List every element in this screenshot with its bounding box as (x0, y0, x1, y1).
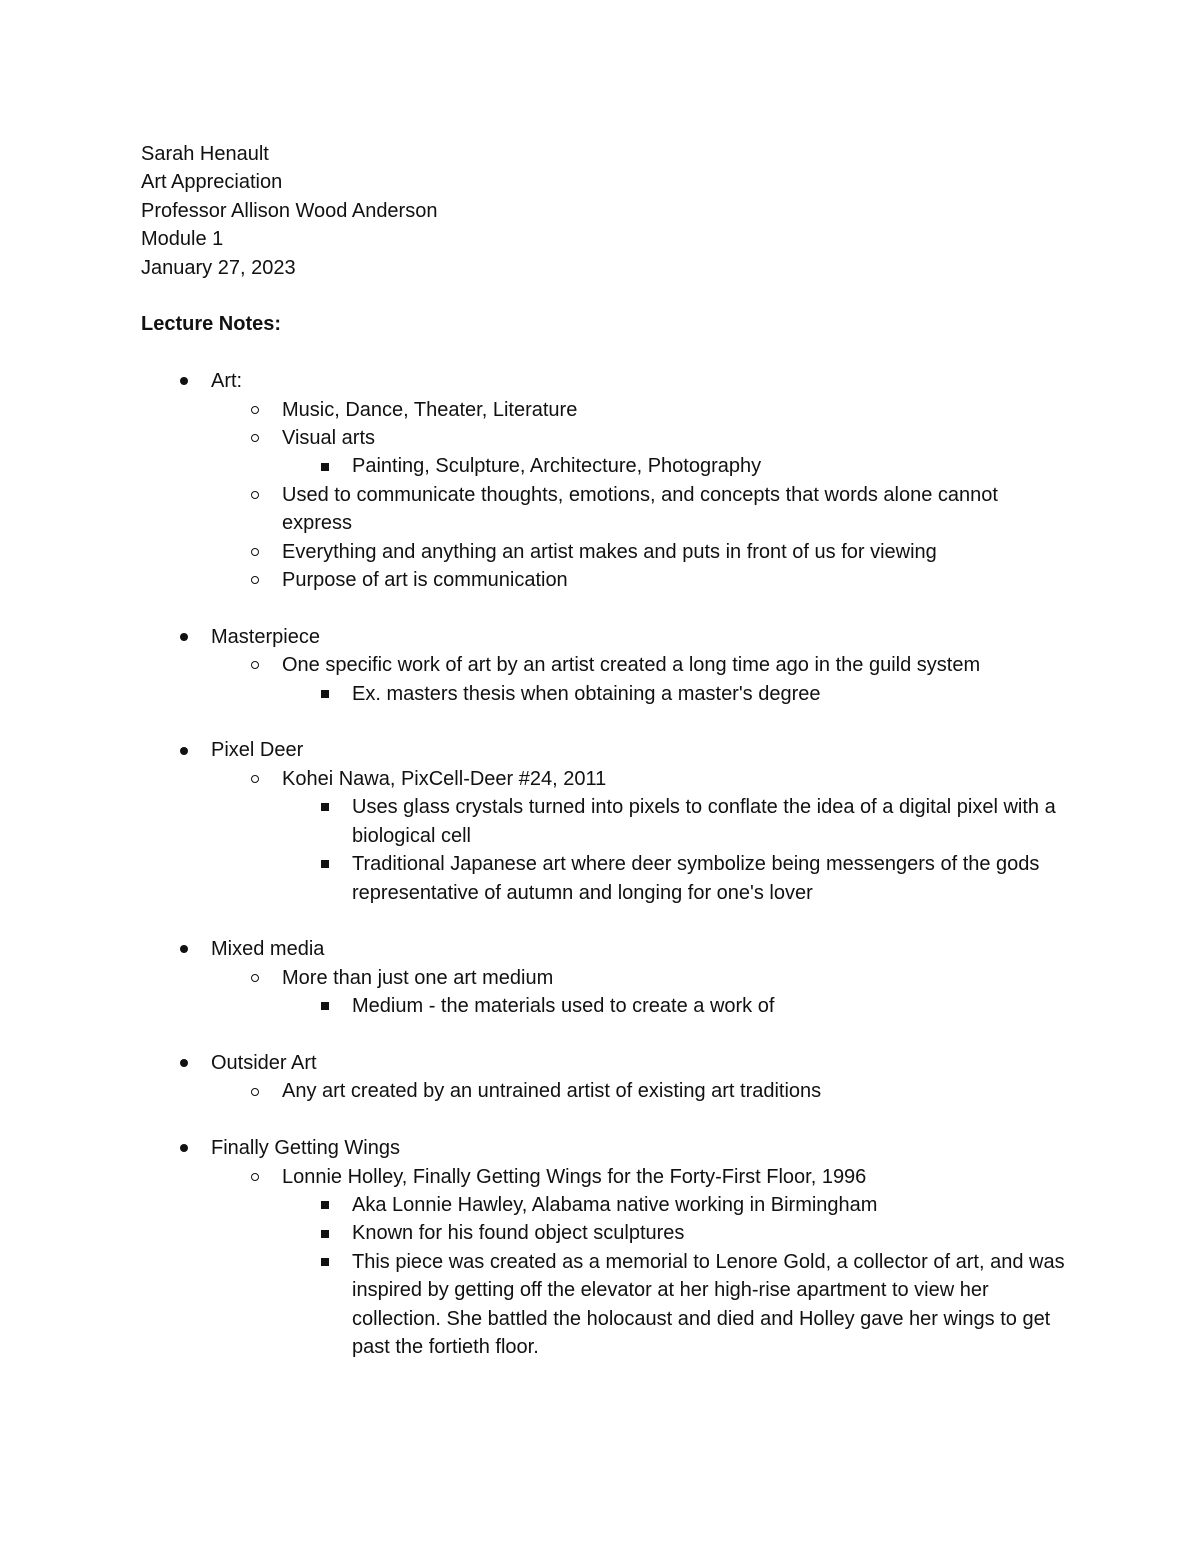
list-item-text: Traditional Japanese art where deer symbolize being messengers of the gods representative of autumn and longing for one's lover (352, 853, 1040, 904)
bullet-circle-icon (248, 424, 262, 452)
list-item-level-3 (141, 1191, 1071, 1219)
list-item-text: Used to communicate thoughts, emotions, and concepts that words alone cannot express (282, 483, 998, 535)
list-item-level-3 (141, 793, 1071, 850)
list-item-level-3 (141, 992, 1071, 1020)
list-item-text: Painting, Sculpture, Architecture, Photography (352, 455, 762, 478)
bullet-circle-icon (248, 651, 262, 679)
list-item-level-2 (141, 481, 1071, 538)
list-item-level-2 (141, 566, 1071, 594)
bullet-square-icon (318, 1219, 332, 1247)
document-date: January 27, 2023 (141, 256, 296, 279)
list-item-text: Aka Lonnie Hawley, Alabama native working in Birmingham (352, 1193, 878, 1216)
spacer (141, 339, 1071, 367)
list-item-text: Outsider Art (211, 1051, 317, 1074)
bullet-circle-icon (248, 481, 262, 509)
list-item-text: Visual arts (282, 427, 376, 450)
list-item-level-2 (141, 1077, 1071, 1105)
list-item-text: Any art created by an untrained artist of existing art traditions (282, 1080, 822, 1103)
list-item-text: This piece was created as a memorial to Lenore Gold, a collector of art, and was inspired by getting off the elevator at her high-rise apartment to view her collection. She battled the holocaust and died and Holley gave her wings to get past the fortieth floor. (352, 1250, 1065, 1358)
bullet-circle-icon (248, 765, 262, 793)
list-item-text: Purpose of art is communication (282, 569, 568, 592)
bullet-square-icon (318, 1191, 332, 1219)
list-item-text: Uses glass crystals turned into pixels to conflate the idea of a digital pixel with a biological cell (352, 796, 1056, 847)
list-item-text: Kohei Nawa, PixCell-Deer #24, 2011 (282, 767, 607, 790)
list-item-level-3 (141, 850, 1071, 907)
list-item-text: Finally Getting Wings (211, 1137, 400, 1160)
spacer (141, 907, 1071, 935)
document-header (141, 140, 1071, 282)
list-item-level-2 (141, 765, 1071, 793)
bullet-circle-icon (248, 566, 262, 594)
list-item-level-2 (141, 651, 1071, 679)
list-item-text: Lonnie Holley, Finally Getting Wings for the Forty-First Floor, 1996 (282, 1165, 867, 1188)
professor-name: Professor Allison Wood Anderson (141, 199, 438, 222)
bullet-square-icon (318, 1248, 332, 1276)
list-item-level-3 (141, 680, 1071, 708)
bullet-square-icon (318, 992, 332, 1020)
list-item-level-2 (141, 424, 1071, 452)
list-item-text: Mixed media (211, 938, 325, 961)
list-item-text: Everything and anything an artist makes and puts in front of us for viewing (282, 540, 937, 563)
bullet-dot-icon (177, 367, 191, 395)
bullet-circle-icon (248, 538, 262, 566)
list-item-level-2 (141, 538, 1071, 566)
list-item-text: Ex. masters thesis when obtaining a master's degree (352, 682, 821, 705)
spacer (141, 594, 1071, 622)
spacer (141, 1021, 1071, 1049)
bullet-square-icon (318, 850, 332, 878)
list-item-level-1 (141, 367, 1071, 395)
list-item-level-1 (141, 1134, 1071, 1162)
bullet-dot-icon (177, 1134, 191, 1162)
list-item-text: Medium - the materials used to create a work of (352, 995, 775, 1018)
course-name: Art Appreciation (141, 171, 283, 194)
list-item-text: One specific work of art by an artist created a long time ago in the guild system (282, 654, 981, 677)
spacer (141, 1106, 1071, 1134)
bullet-dot-icon (177, 1049, 191, 1077)
list-item-level-1 (141, 935, 1071, 963)
bullet-circle-icon (248, 964, 262, 992)
list-item-level-2 (141, 396, 1071, 424)
list-item-level-3 (141, 1219, 1071, 1247)
bullet-square-icon (318, 793, 332, 821)
bullet-dot-icon (177, 935, 191, 963)
list-item-text: Known for his found object sculptures (352, 1222, 685, 1245)
list-item-level-3 (141, 452, 1071, 480)
list-item-text: More than just one art medium (282, 966, 554, 989)
list-item-level-3 (141, 1248, 1071, 1362)
bullet-circle-icon (248, 1163, 262, 1191)
author-name: Sarah Henault (141, 143, 269, 165)
bullet-dot-icon (177, 736, 191, 764)
spacer (141, 708, 1071, 736)
list-item-text: Pixel Deer (211, 739, 304, 762)
list-item-level-1 (141, 623, 1071, 651)
bullet-dot-icon (177, 623, 191, 651)
list-item-level-1 (141, 736, 1071, 764)
bullet-square-icon (318, 452, 332, 480)
bullet-circle-icon (248, 396, 262, 424)
bullet-circle-icon (248, 1077, 262, 1105)
list-item-level-1 (141, 1049, 1071, 1077)
list-item-text: Art: (211, 370, 243, 393)
document-page (141, 140, 1071, 1361)
list-item-level-2 (141, 964, 1071, 992)
section-title: Lecture Notes: (141, 313, 282, 336)
list-item-text: Masterpiece (211, 625, 320, 648)
list-item-level-2 (141, 1163, 1071, 1191)
list-item-text: Music, Dance, Theater, Literature (282, 398, 578, 421)
bullet-square-icon (318, 680, 332, 708)
module-label: Module 1 (141, 228, 224, 251)
lecture-notes-list (141, 367, 1071, 1361)
